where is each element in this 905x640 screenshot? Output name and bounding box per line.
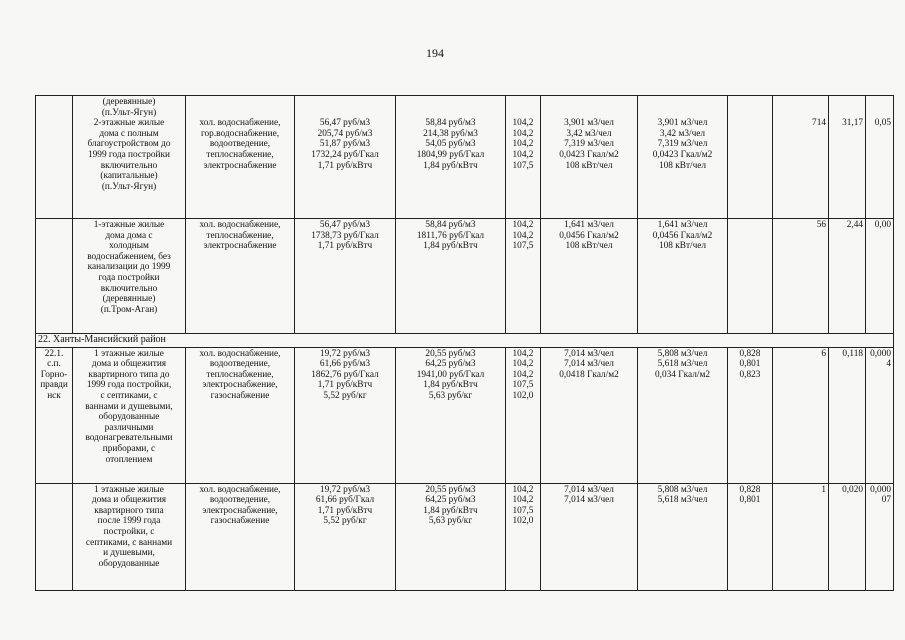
- cell-line: водоотведение,: [209, 359, 271, 370]
- share-cell: [829, 96, 866, 219]
- index-cell: [506, 347, 541, 483]
- cell-line: 108 кВт/чел: [565, 241, 613, 252]
- cell-line: 1804,99 руб/Гкал: [416, 149, 485, 160]
- cell-line: 54,05 руб/м3: [425, 139, 476, 150]
- cell-line: нск: [47, 390, 61, 401]
- table-row: [36, 483, 894, 590]
- coefficient-cell: [728, 219, 773, 334]
- index-cell: [506, 96, 541, 219]
- cell-line: 1811,76 руб/Гкал: [416, 230, 485, 241]
- cell-line: хол. водоснабжение,: [199, 220, 281, 230]
- cell-line: 104,2: [512, 348, 534, 359]
- value-cell: [866, 483, 894, 590]
- tariff-old-cell: [295, 483, 396, 590]
- settlement-cell: [36, 96, 73, 219]
- cell-line: 108 кВт/чел: [658, 160, 707, 171]
- cell-line: 0,118: [842, 348, 863, 359]
- norm-new-cell: [638, 483, 728, 590]
- share-cell: [829, 219, 866, 334]
- cell-line: 20,55 руб/м3: [425, 484, 476, 495]
- services-cell: [186, 96, 295, 219]
- cell-line: 107,5: [512, 160, 534, 171]
- cell-line: 107,5: [512, 241, 534, 252]
- cell-line: 5,63 руб/кг: [428, 390, 473, 401]
- tariff-new-cell: [396, 219, 506, 334]
- cell-line: 0,823: [739, 369, 761, 380]
- cell-line: 7,014 м3/чел: [564, 495, 614, 506]
- cell-line: 104,2: [512, 149, 534, 160]
- tariff-table: [35, 95, 894, 591]
- cell-line: 0,000: [870, 348, 891, 359]
- cell-line: 3,42 м3/чел: [566, 128, 612, 139]
- cell-line: 0,801: [739, 359, 761, 370]
- cell-line: 0,0456 Гкал/м2: [559, 230, 619, 241]
- cell-line: 1,71 руб/кВтч: [317, 241, 373, 252]
- cell-line: 7,014 м3/чел: [564, 484, 614, 495]
- cell-line: включительно: [100, 283, 158, 294]
- cell-line: 5,52 руб/кг: [323, 390, 367, 401]
- cell-line: [398, 97, 503, 108]
- cell-line: [831, 97, 863, 108]
- cell-line: благоустройством до: [87, 139, 171, 150]
- table-row: [36, 347, 894, 483]
- cell-line: дома и общежития: [91, 359, 167, 370]
- count-cell: [773, 219, 829, 334]
- value-cell: [866, 347, 894, 483]
- cell-line: 104,2: [512, 118, 534, 129]
- cell-line: (п.Ульт-Ягун): [101, 181, 157, 192]
- cell-line: (деревянные): [102, 97, 156, 107]
- coefficient-cell: [728, 347, 773, 483]
- settlement-cell: [36, 483, 73, 590]
- table-row: [36, 96, 894, 219]
- cell-line: теплоснабжение,: [206, 369, 274, 380]
- cell-line: 5,618 м3/чел: [657, 495, 708, 506]
- cell-line: электроснабжение,: [202, 505, 278, 516]
- cell-line: Горно-: [40, 369, 68, 380]
- cell-line: 0,0456 Гкал/м2: [652, 230, 713, 241]
- cell-line: дома и общежития: [91, 495, 167, 506]
- cell-line: 0,828: [739, 484, 761, 495]
- cell-line: 1,84 руб/кВтч: [423, 505, 478, 516]
- cell-line: 5,618 м3/чел: [657, 359, 708, 370]
- norm-old-cell: [541, 219, 638, 334]
- cell-line: 205,74 руб/м3: [317, 128, 373, 139]
- cell-line: 1: [821, 484, 826, 495]
- norm-old-cell: [541, 96, 638, 219]
- share-cell: [829, 347, 866, 483]
- cell-line: отоплением: [105, 454, 153, 465]
- cell-line: 1732,24 руб/Гкал: [311, 149, 379, 160]
- cell-line: [640, 108, 725, 119]
- cell-line: 104,2: [512, 495, 534, 506]
- cell-line: дома дома с: [105, 230, 153, 241]
- cell-line: оборудованные: [98, 412, 160, 423]
- cell-line: 104,2: [512, 484, 534, 495]
- cell-line: 108 кВт/чел: [658, 241, 707, 252]
- cell-line: 1,71 руб/кВтч: [317, 380, 373, 391]
- cell-line: 0,020: [842, 484, 863, 495]
- cell-line: 214,38 руб/м3: [423, 128, 478, 139]
- cell-line: [508, 97, 538, 108]
- cell-line: 1862,76 руб/Гкал: [311, 369, 379, 380]
- cell-line: 3,901 м3/чел: [657, 118, 708, 129]
- cell-line: включительно: [100, 160, 158, 171]
- cell-line: 104,2: [512, 220, 534, 230]
- cell-line: гор.водоснабжение,: [200, 128, 280, 139]
- cell-line: водоотведение,: [209, 495, 271, 506]
- table-body: [36, 96, 894, 591]
- cell-line: 4: [886, 359, 891, 370]
- index-cell: [506, 219, 541, 334]
- cell-line: 58,84 руб/м3: [425, 220, 476, 230]
- services-cell: [186, 347, 295, 483]
- cell-line: теплоснабжение,: [206, 230, 274, 241]
- cell-line: 3,901 м3/чел: [564, 118, 614, 129]
- cell-line: водоотведение,: [209, 139, 271, 150]
- cell-line: 714: [812, 118, 826, 129]
- cell-line: [297, 108, 393, 119]
- cell-line: 58,84 руб/м3: [425, 118, 476, 129]
- norm-new-cell: [638, 219, 728, 334]
- cell-line: 1,641 м3/чел: [657, 220, 708, 230]
- cell-line: 0,00: [874, 220, 891, 230]
- cell-line: 102,0: [512, 516, 534, 527]
- cell-line: [543, 108, 635, 119]
- cell-line: 56,47 руб/м3: [319, 220, 371, 230]
- cell-line: [868, 108, 891, 119]
- cell-line: 1941,00 руб/Гкал: [416, 369, 485, 380]
- cell-line: канализации до 1999: [87, 262, 171, 273]
- cell-line: 56: [816, 220, 826, 230]
- settlement-cell: [36, 347, 73, 483]
- cell-line: после 1999 года: [97, 516, 161, 527]
- value-cell: [866, 96, 894, 219]
- cell-line: 5,63 руб/кг: [428, 516, 473, 527]
- cell-line: 64,25 руб/м3: [425, 495, 476, 506]
- cell-line: 7,014 м3/чел: [564, 348, 614, 359]
- tariff-old-cell: [295, 219, 396, 334]
- cell-line: и душевыми,: [103, 548, 155, 559]
- cell-line: 56,47 руб/м3: [319, 118, 371, 129]
- cell-line: 61,66 руб/м3: [319, 359, 371, 370]
- cell-line: 1 этажные жилые: [94, 348, 164, 359]
- cell-line: [868, 97, 891, 108]
- cell-line: септиками, с ваннами: [85, 537, 173, 548]
- cell-line: [775, 108, 826, 119]
- norm-old-cell: [541, 483, 638, 590]
- cell-line: газоснабжение: [210, 516, 270, 527]
- cell-line: с.п.: [47, 359, 61, 370]
- cell-line: 61,66 руб/Гкал: [315, 495, 375, 506]
- cell-line: 7,014 м3/чел: [564, 359, 614, 370]
- cell-line: электроснабжение: [203, 160, 277, 171]
- cell-line: 5,808 м3/чел: [657, 348, 708, 359]
- cell-line: квартирного типа до: [88, 369, 170, 380]
- cell-line: [775, 97, 826, 108]
- cell-line: 0,828: [739, 348, 761, 359]
- cell-line: 2-этажные жилые: [93, 118, 165, 129]
- cell-line: 107,5: [512, 505, 534, 516]
- cell-line: 0,801: [739, 495, 761, 506]
- building-type-cell: [73, 483, 186, 590]
- building-type-cell: [73, 347, 186, 483]
- cell-line: 07: [881, 495, 891, 506]
- cell-line: [398, 108, 503, 119]
- cell-line: года постройки: [98, 272, 160, 283]
- cell-line: 108 кВт/чел: [565, 160, 613, 171]
- cell-line: хол. водоснабжение,: [199, 348, 281, 359]
- page-number: 194: [426, 46, 444, 60]
- norm-old-cell: [541, 347, 638, 483]
- cell-line: (деревянные): [102, 294, 156, 305]
- cell-line: [188, 97, 292, 108]
- cell-line: 0,000: [870, 484, 891, 495]
- tariff-old-cell: [295, 96, 396, 219]
- tariff-new-cell: [396, 483, 506, 590]
- cell-line: 1,84 руб/кВтч: [423, 160, 478, 171]
- cell-line: [508, 108, 538, 119]
- cell-line: дома с полным: [99, 128, 159, 139]
- cell-line: водонагревательными: [85, 433, 173, 444]
- cell-line: 1,71 руб/кВтч: [317, 505, 373, 516]
- section-heading: 22. Ханты-Мансийский район: [36, 334, 894, 348]
- coefficient-cell: [728, 96, 773, 219]
- norm-new-cell: [638, 96, 728, 219]
- cell-line: 0,0423 Гкал/м2: [559, 149, 619, 160]
- cell-line: 2,44: [846, 220, 863, 230]
- cell-line: (капитальные): [100, 171, 158, 182]
- cell-line: 1,71 руб/кВтч: [317, 160, 373, 171]
- cell-line: приборами, с: [102, 443, 156, 454]
- cell-line: 102,0: [512, 390, 534, 401]
- cell-line: [297, 97, 393, 108]
- cell-line: 7,319 м3/чел: [564, 139, 614, 150]
- tariff-new-cell: [396, 347, 506, 483]
- cell-line: 22.1.: [44, 348, 64, 359]
- cell-line: хол. водоснабжение,: [199, 484, 281, 495]
- cell-line: 19,72 руб/м3: [319, 484, 371, 495]
- tariff-old-cell: [295, 347, 396, 483]
- cell-line: с септиками, с: [100, 390, 158, 401]
- cell-line: 1738,73 руб/Гкал: [311, 230, 379, 241]
- count-cell: [773, 483, 829, 590]
- cell-line: [831, 108, 863, 119]
- count-cell: [773, 96, 829, 219]
- cell-line: (п.Ульт-Ягун): [101, 107, 157, 118]
- cell-line: 5,808 м3/чел: [657, 484, 708, 495]
- cell-line: 51,87 руб/м3: [319, 139, 371, 150]
- cell-line: постройки, с: [103, 526, 155, 537]
- tariff-new-cell: [396, 96, 506, 219]
- cell-line: оборудованные: [98, 558, 160, 569]
- cell-line: 0,0418 Гкал/м2: [559, 369, 619, 380]
- cell-line: 104,2: [512, 230, 534, 241]
- cell-line: 1,84 руб/кВтч: [423, 380, 478, 391]
- building-type-cell: [73, 96, 186, 219]
- cell-line: хол. водоснабжение,: [199, 118, 281, 129]
- cell-line: 20,55 руб/м3: [425, 348, 476, 359]
- cell-line: 0,0423 Гкал/м2: [652, 149, 713, 160]
- norm-new-cell: [638, 347, 728, 483]
- cell-line: [543, 97, 635, 108]
- cell-line: 104,2: [512, 128, 534, 139]
- cell-line: 31,17: [842, 118, 863, 129]
- cell-line: холодным: [109, 241, 149, 252]
- cell-line: квартирного типа: [94, 505, 164, 516]
- index-cell: [506, 483, 541, 590]
- cell-line: 0,034 Гкал/м2: [655, 369, 710, 380]
- cell-line: 104,2: [512, 359, 534, 370]
- cell-line: 64,25 руб/м3: [425, 359, 476, 370]
- coefficient-cell: [728, 483, 773, 590]
- cell-line: электроснабжение: [203, 241, 277, 252]
- cell-line: 5,52 руб/кг: [323, 516, 367, 527]
- cell-line: правди: [40, 380, 68, 391]
- count-cell: [773, 347, 829, 483]
- cell-line: 19,72 руб/м3: [319, 348, 371, 359]
- cell-line: 6: [821, 348, 826, 359]
- services-cell: [186, 219, 295, 334]
- cell-line: 0,05: [874, 118, 891, 129]
- cell-line: 104,2: [512, 139, 534, 150]
- cell-line: 104,2: [512, 369, 534, 380]
- cell-line: электроснабжение,: [202, 380, 278, 391]
- cell-line: 1 этажные жилые: [94, 484, 164, 495]
- section-row: [36, 334, 894, 348]
- share-cell: [829, 483, 866, 590]
- cell-line: 107,5: [512, 380, 534, 391]
- cell-line: 1999 года постройки: [88, 149, 170, 160]
- cell-line: [188, 108, 292, 119]
- cell-line: различными: [104, 422, 154, 433]
- cell-line: ваннами и душевыми,: [85, 401, 173, 412]
- cell-line: 1,84 руб/кВтч: [423, 241, 478, 252]
- table-row: [36, 219, 894, 334]
- cell-line: водоснабжением, без: [87, 251, 171, 262]
- value-cell: [866, 219, 894, 334]
- settlement-cell: [36, 219, 73, 334]
- services-cell: [186, 483, 295, 590]
- cell-line: 7,319 м3/чел: [657, 139, 708, 150]
- cell-line: 1999 года постройки,: [86, 380, 172, 391]
- cell-line: (п.Тром-Аган): [100, 304, 158, 315]
- cell-line: 1,641 м3/чел: [564, 220, 614, 230]
- cell-line: 1-этажные жилые: [93, 220, 165, 230]
- building-type-cell: [73, 219, 186, 334]
- cell-line: [640, 97, 725, 108]
- cell-line: газоснабжение: [210, 390, 270, 401]
- cell-line: 3,42 м3/чел: [659, 128, 706, 139]
- cell-line: теплоснабжение,: [206, 149, 274, 160]
